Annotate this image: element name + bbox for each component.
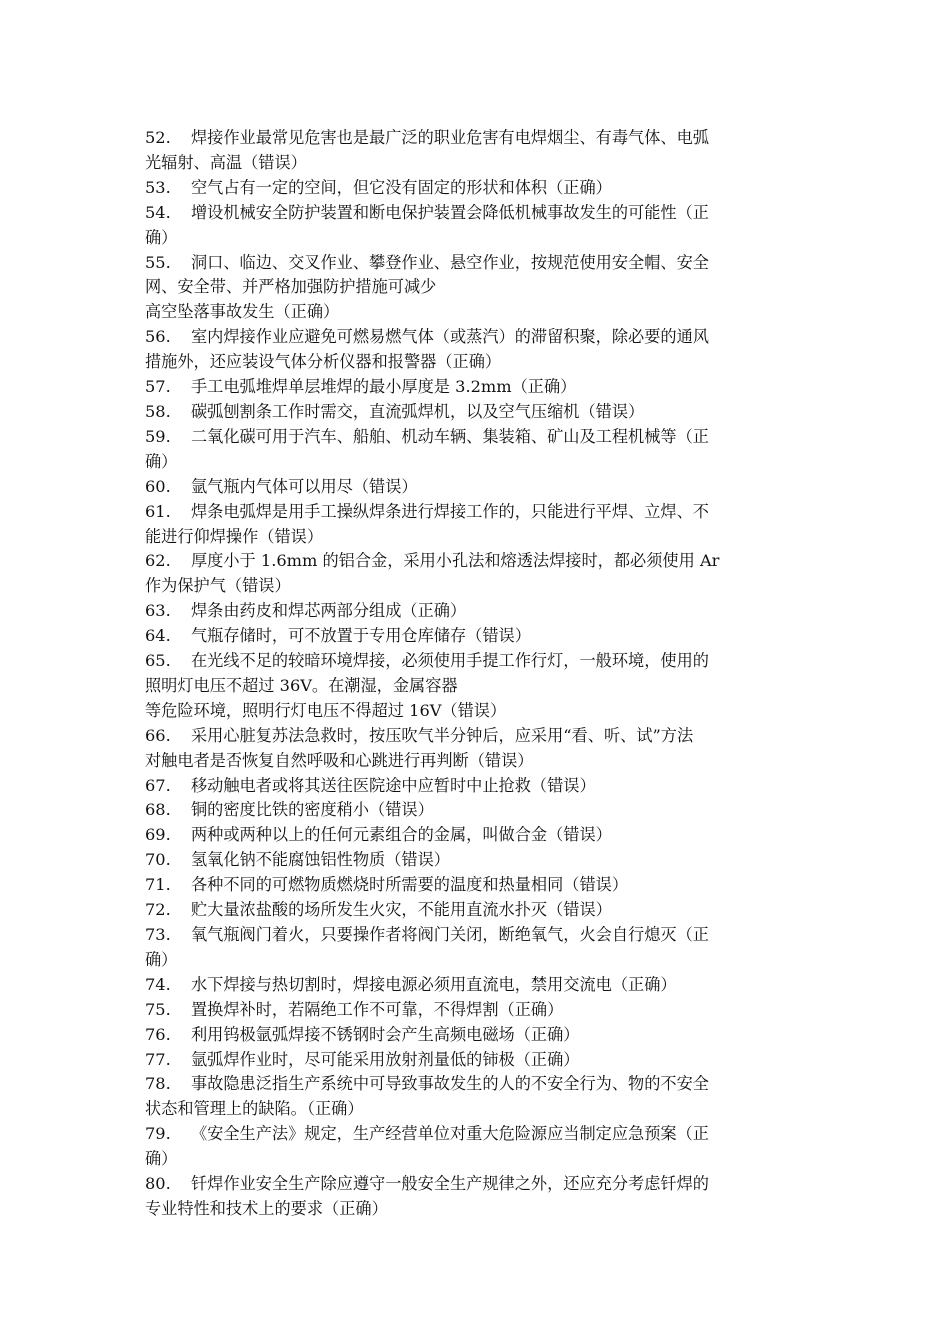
question-item (145, 1048, 810, 1073)
question-item (145, 923, 810, 973)
question-number: 68. (145, 800, 171, 820)
question-item (145, 375, 810, 400)
question-line (145, 450, 810, 475)
question-text: 钎焊作业安全生产除应遵守一般安全生产规律之外，还应充分考虑钎焊的 (191, 1174, 709, 1194)
question-number: 66. (145, 725, 171, 745)
question-text: 移动触电者或将其送往医院途中应暂时中止抢救（错误） (191, 775, 596, 795)
question-item (145, 201, 810, 251)
question-line (145, 674, 810, 699)
question-text: 高空坠落事故发生（正确） (145, 302, 340, 322)
question-line (145, 300, 810, 325)
question-text: 空气占有一定的空间，但它没有固定的形状和体积（正确） (191, 177, 612, 197)
question-text: 二氧化碳可用于汽车、船舶、机动车辆、集装箱、矿山及工程机械等（正 (191, 426, 709, 446)
question-line (145, 549, 810, 574)
question-text: 焊条由药皮和焊芯两部分组成（正确） (191, 601, 467, 621)
question-text: 《安全生产法》规定，生产经营单位对重大危险源应当制定应急预案（正 (191, 1124, 709, 1144)
question-number: 53. (145, 177, 171, 197)
question-line (145, 649, 810, 674)
question-line (145, 201, 810, 226)
question-text: 确） (145, 451, 178, 471)
question-number: 78. (145, 1074, 171, 1094)
question-text: 铜的密度比铁的密度稍小（错误） (191, 800, 434, 820)
question-line (145, 475, 810, 500)
question-line (145, 873, 810, 898)
question-number: 67. (145, 775, 171, 795)
question-line (145, 350, 810, 375)
question-line (145, 998, 810, 1023)
question-item (145, 400, 810, 425)
question-item (145, 475, 810, 500)
question-item (145, 823, 810, 848)
question-line (145, 251, 810, 276)
question-line (145, 599, 810, 624)
question-item (145, 798, 810, 823)
question-text: 手工电弧堆焊单层堆焊的最小厚度是 3.2mm（正确） (191, 377, 577, 397)
question-item (145, 425, 810, 475)
question-line (145, 923, 810, 948)
question-line (145, 724, 810, 749)
question-line (145, 798, 810, 823)
question-item (145, 724, 810, 774)
question-line (145, 425, 810, 450)
question-item (145, 873, 810, 898)
question-item (145, 1072, 810, 1122)
question-text: 焊接作业最常见危害也是最广泛的职业危害有电焊烟尘、有毒气体、电弧 (191, 128, 709, 147)
question-item (145, 848, 810, 873)
question-number: 64. (145, 626, 171, 646)
question-item (145, 251, 810, 326)
question-line (145, 749, 810, 774)
question-line (145, 1048, 810, 1073)
question-number: 59. (145, 426, 171, 446)
question-line (145, 948, 810, 973)
question-text: 利用钨极氩弧焊接不锈钢时会产生高频电磁场（正确） (191, 1024, 580, 1044)
question-item (145, 500, 810, 550)
question-item (145, 898, 810, 923)
question-text: 网、安全带、并严格加强防护措施可减少 (145, 277, 437, 297)
question-number: 71. (145, 875, 171, 895)
question-text: 洞口、临边、交叉作业、攀登作业、悬空作业，按规范使用安全帽、安全 (191, 252, 709, 272)
question-text: 氧气瓶阀门着火，只要操作者将阀门关闭，断绝氧气，火会自行熄灭（正 (191, 925, 709, 944)
question-line (145, 624, 810, 649)
question-text: 状态和管理上的缺陷。（正确） (145, 1099, 364, 1119)
question-item (145, 1023, 810, 1048)
question-text: 氩气瓶内气体可以用尽（错误） (191, 476, 418, 496)
question-text: 专业特性和技术上的要求（正确） (145, 1198, 388, 1218)
question-number: 56. (145, 327, 171, 347)
question-item (145, 1122, 810, 1172)
question-text: 室内焊接作业应避免可燃易燃气体（或蒸汽）的滞留积聚，除必要的通风 (191, 327, 709, 347)
question-number: 76. (145, 1024, 171, 1044)
question-text: 气瓶存储时，可不放置于专用仓库储存（错误） (191, 626, 531, 646)
question-number: 74. (145, 974, 171, 994)
question-line (145, 774, 810, 799)
question-number: 80. (145, 1174, 171, 1194)
question-number: 70. (145, 850, 171, 870)
question-line (145, 1023, 810, 1048)
question-text: 水下焊接与热切割时，焊接电源必须用直流电，禁用交流电（正确） (191, 974, 677, 994)
question-number: 52. (145, 128, 171, 147)
question-text: 氩弧焊作业时，尽可能采用放射剂量低的铈极（正确） (191, 1049, 580, 1069)
question-number: 69. (145, 825, 171, 845)
question-line (145, 375, 810, 400)
question-text: 光辐射、高温（错误） (145, 152, 307, 172)
question-line (145, 574, 810, 599)
question-number: 57. (145, 377, 171, 397)
question-text: 作为保护气（错误） (145, 576, 291, 596)
question-line (145, 275, 810, 300)
question-text: 确） (145, 227, 178, 247)
question-text: 厚度小于 1.6mm 的铝合金，采用小孔法和熔透法焊接时，都必须使用 Ar (191, 551, 720, 571)
question-text: 氢氧化钠不能腐蚀铝性物质（错误） (191, 850, 450, 870)
question-item (145, 624, 810, 649)
question-number: 63. (145, 601, 171, 621)
question-number: 61. (145, 501, 171, 521)
question-item (145, 1172, 810, 1222)
question-text: 措施外，还应装设气体分析仪器和报警器（正确） (145, 352, 502, 372)
document-page (145, 126, 810, 1222)
question-text: 采用心脏复苏法急救时，按压吹气半分钟后，应采用“看、听、试”方法 (191, 725, 694, 745)
question-line (145, 400, 810, 425)
question-item (145, 126, 810, 176)
question-number: 77. (145, 1049, 171, 1069)
question-text: 置换焊补时，若隔绝工作不可靠，不得焊割（正确） (191, 999, 564, 1019)
question-text: 碳弧刨割条工作时需交，直流弧焊机，以及空气压缩机（错误） (191, 401, 645, 421)
question-item (145, 325, 810, 375)
question-line (145, 699, 810, 724)
question-line (145, 1172, 810, 1197)
question-text: 对触电者是否恢复自然呼吸和心跳进行再判断（错误） (145, 750, 534, 770)
question-item (145, 599, 810, 624)
question-line (145, 1122, 810, 1147)
question-number: 65. (145, 651, 171, 671)
question-line (145, 126, 810, 151)
question-number: 75. (145, 999, 171, 1019)
question-number: 60. (145, 476, 171, 496)
question-number: 54. (145, 202, 171, 222)
question-line (145, 1072, 810, 1097)
question-item (145, 774, 810, 799)
question-number: 72. (145, 900, 171, 920)
question-item (145, 649, 810, 724)
question-text: 焊条电弧焊是用手工操纵焊条进行焊接工作的，只能进行平焊、立焊、不 (191, 501, 709, 521)
question-line (145, 1197, 810, 1222)
question-text: 等危险环境，照明行灯电压不得超过 16V（错误） (145, 700, 507, 720)
question-line (145, 898, 810, 923)
question-number: 58. (145, 401, 171, 421)
question-text: 两种或两种以上的任何元素组合的金属，叫做合金（错误） (191, 825, 612, 845)
question-item (145, 973, 810, 998)
question-text: 各种不同的可燃物质燃烧时所需要的温度和热量相同（错误） (191, 875, 629, 895)
question-number: 55. (145, 252, 171, 272)
question-line (145, 500, 810, 525)
question-line (145, 848, 810, 873)
question-text: 事故隐患泛指生产系统中可导致事故发生的人的不安全行为、物的不安全 (191, 1074, 709, 1094)
question-item (145, 176, 810, 201)
question-number: 73. (145, 925, 171, 944)
question-line (145, 1147, 810, 1172)
question-text: 确） (145, 1149, 178, 1169)
question-line (145, 823, 810, 848)
question-text: 照明灯电压不超过 36V。在潮湿，金属容器 (145, 675, 458, 695)
question-line (145, 973, 810, 998)
question-text: 增设机械安全防护装置和断电保护装置会降低机械事故发生的可能性（正 (191, 202, 709, 222)
question-item (145, 549, 810, 599)
question-line (145, 151, 810, 176)
question-item (145, 998, 810, 1023)
question-line (145, 226, 810, 251)
question-text: 能进行仰焊操作（错误） (145, 526, 324, 546)
question-number: 62. (145, 551, 171, 571)
question-number: 79. (145, 1124, 171, 1144)
question-text: 在光线不足的较暗环境焊接，必须使用手提工作行灯，一般环境，使用的 (191, 651, 709, 671)
question-line (145, 525, 810, 550)
question-text: 贮大量浓盐酸的场所发生火灾，不能用直流水扑灭（错误） (191, 900, 612, 920)
question-line (145, 176, 810, 201)
question-line (145, 325, 810, 350)
question-text: 确） (145, 949, 178, 969)
question-line (145, 1097, 810, 1122)
